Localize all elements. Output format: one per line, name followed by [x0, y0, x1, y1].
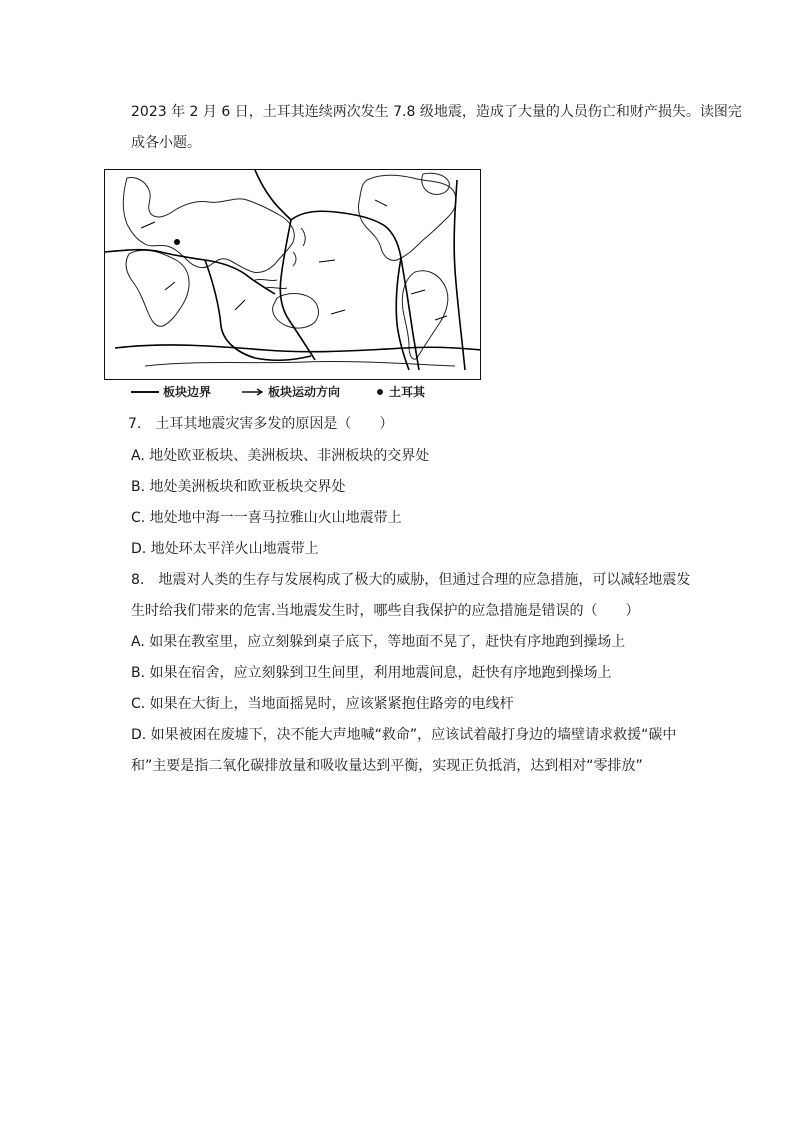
north-boundary [255, 170, 291, 220]
plate-motion-arrow-icon [411, 290, 425, 294]
question-7-option-a[interactable]: A. 地处欧亚板块、美洲板块、非洲板块的交界处 [131, 448, 430, 464]
turkey-dot-icon [377, 389, 383, 395]
legend-label-direction: 板块运动方向 [268, 385, 341, 399]
question-8-stem-line-2: 生时给我们带来的危害.当地震发生时，哪些自我保护的应急措施是错误的（ ） [131, 603, 640, 619]
question-8-option-d-line-2: 和”主要是指二氧化碳排放量和吸收量达到平衡，实现正负抵消，达到相对“零排放” [131, 758, 643, 774]
plate-motion-arrow-icon [435, 316, 447, 320]
turkey-dot-icon [174, 239, 180, 245]
continent-outlines [123, 173, 456, 366]
legend-label-boundary: 板块边界 [163, 385, 212, 399]
question-8-stem-line-1: 8. 地震对人类的生存与发展构成了极大的威胁，但通过合理的应急措施，可以减轻地震发 [131, 572, 691, 588]
intro-text-line-1: 2023 年 2 月 6 日，土耳其连续两次发生 7.8 级地震，造成了大量的人员伤亡和财产损失。读图完 [131, 104, 742, 120]
antarctic-boundary [115, 345, 481, 352]
eurasia-africa-boundary [105, 250, 275, 294]
north-america-outline [358, 175, 456, 260]
question-7-stem: 7. 土耳其地震灾害多发的原因是（ ） [128, 416, 394, 432]
plate-boundaries [105, 170, 481, 370]
legend-item-direction [241, 383, 340, 401]
pacific-plate-boundary [291, 211, 419, 370]
question-8-option-c[interactable]: C. 如果在大街上，当地面摇晃时，应该紧紧抱住路旁的电线杆 [131, 696, 514, 712]
plate-motion-arrow-icon [235, 300, 245, 310]
intro-text-line-2: 成各小题。 [131, 135, 201, 151]
south-america-outline [402, 271, 448, 359]
plate-tectonics-map [104, 169, 481, 380]
plate-motion-arrow-icon [375, 200, 387, 206]
legend-item-turkey [377, 383, 425, 401]
plate-motion-arrow-icon [331, 310, 345, 314]
antarctica-outline [145, 361, 455, 366]
question-7-option-c[interactable]: C. 地处地中海一一喜马拉雅山火山地震带上 [131, 510, 402, 526]
question-8-option-b[interactable]: B. 如果在宿舍，应立刻躲到卫生间里，利用地震间息，赶快有序地跑到操场上 [131, 665, 612, 681]
greenland-outline [422, 173, 450, 194]
australia-outline [273, 294, 319, 329]
plate-boundary-line-icon [131, 391, 159, 393]
plate-motion-arrow-icon [141, 222, 155, 228]
legend-item-boundary [131, 383, 211, 401]
question-8-option-a[interactable]: A. 如果在教室里，应立刻躲到桌子底下，等地面不晃了，赶快有序地跑到操场上 [131, 634, 626, 650]
indo-australian-boundary [205, 260, 311, 360]
question-7-option-b[interactable]: B. 地处美洲板块和欧亚板块交界处 [131, 479, 346, 495]
plate-motion-arrow-icon [319, 260, 335, 262]
legend-label-turkey: 土耳其 [389, 385, 426, 399]
american-atlantic-boundary [454, 180, 465, 370]
nazca-boundary [396, 258, 409, 370]
question-7-option-d[interactable]: D. 地处环太平洋火山地震带上 [131, 541, 319, 557]
japan-islands [293, 228, 305, 266]
pacific-south-boundary [280, 220, 315, 360]
question-8-option-d-line-1[interactable]: D. 如果被困在废墟下，决不能大声地喊“救命”，应该试着敲打身边的墙壁请求救援“碳中 [131, 727, 677, 743]
plate-motion-arrow-icon [165, 282, 175, 290]
plate-motion-arrow-icon [241, 387, 265, 397]
world-plate-map-svg [105, 170, 481, 380]
africa-outline [126, 250, 189, 326]
